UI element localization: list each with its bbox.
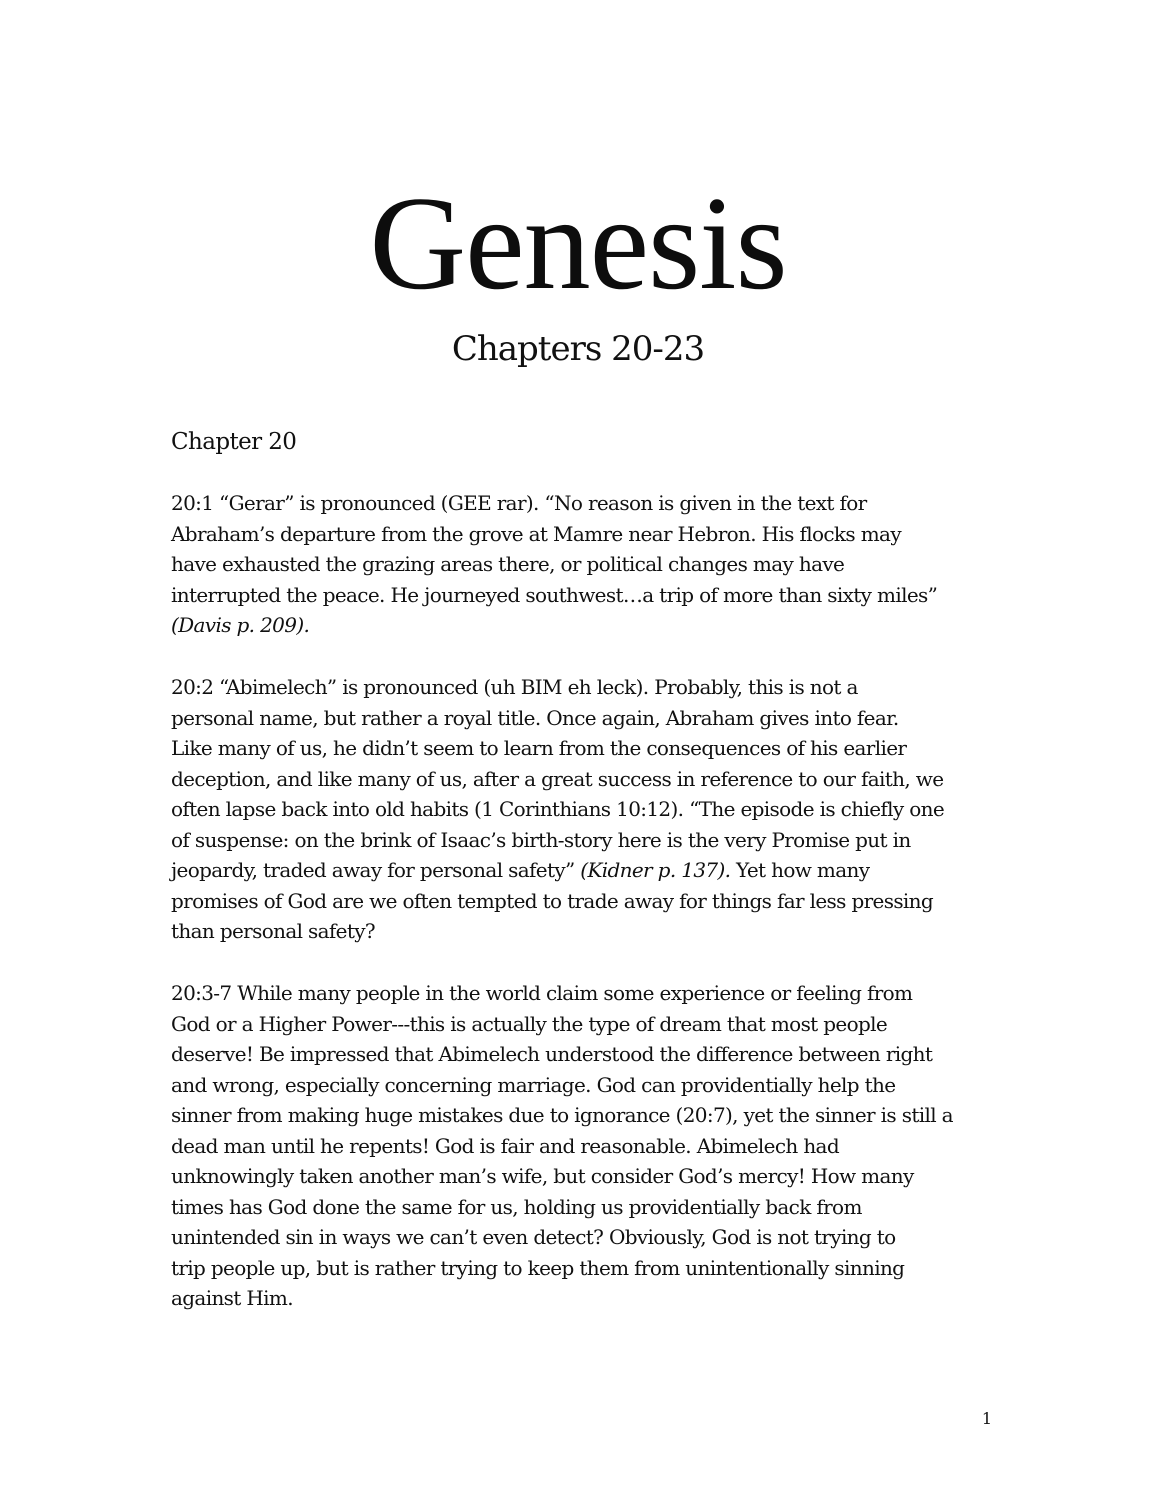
text-line: Like many of us, he didn’t seem to learn from the consequences of his earlier: [171, 736, 907, 760]
text-line: 20:1 “Gerar” is pronounced (GEE rar). “No reason is given in the text for: [171, 491, 867, 515]
text-line: unintended sin in ways we can’t even detect? Obviously, God is not trying to: [171, 1225, 896, 1249]
citation: (Davis p. 209).: [171, 613, 310, 637]
line-text-after: Yet how many: [730, 858, 870, 882]
text-line: and wrong, especially concerning marriage. God can providentially help the: [171, 1072, 896, 1097]
text-line: 20:3-7 While many people in the world claim some experience or feeling from: [171, 981, 913, 1005]
text-line: 20:2 “Abimelech” is pronounced (uh BIM eh leck). Probably, this is not a: [171, 675, 858, 699]
paragraph-20-1: [171, 488, 986, 641]
text-line: times has God done the same for us, holding us providentially back from: [171, 1194, 862, 1219]
text-line: sinner from making huge mistakes due to ignorance (20:7), yet the sinner is still a: [171, 1103, 953, 1127]
text-line: God or a Higher Power---this is actually the type of dream that most people: [171, 1011, 888, 1036]
chapter-heading: Chapter 20: [171, 429, 297, 455]
text-line: often lapse back into old habits (1 Corinthians 10:12). “The episode is chiefly one: [171, 797, 945, 821]
document-subtitle: Chapters 20-23: [451, 329, 705, 369]
text-line: personal name, but rather a royal title. Once again, Abraham gives into fear.: [171, 705, 899, 730]
text-line: interrupted the peace. He journeyed southwest…a trip of more than sixty miles”: [171, 582, 938, 607]
text-line: [171, 610, 986, 641]
text-line: against Him.: [171, 1286, 293, 1310]
paragraph-20-3-7: [171, 978, 986, 1314]
document-title: Genesis: [369, 169, 787, 317]
text-line: [171, 855, 986, 886]
line-text: jeopardy, traded away for personal safety”: [171, 858, 581, 882]
text-line: deception, and like many of us, after a great success in reference to our faith, we: [171, 766, 944, 791]
paragraph-20-2: [171, 672, 986, 947]
text-line: Abraham’s departure from the grove at Mamre near Hebron. His flocks may: [171, 521, 901, 546]
text-line: trip people up, but is rather trying to keep them from unintentionally sinning: [171, 1255, 905, 1280]
text-line: than personal safety?: [171, 919, 375, 943]
text-line: promises of God are we often tempted to trade away for things far less pressing: [171, 888, 934, 913]
text-line: of suspense: on the brink of Isaac’s birth-story here is the very Promise put in: [171, 827, 911, 852]
citation: (Kidner p. 137).: [580, 858, 731, 882]
text-line: dead man until he repents! God is fair and reasonable. Abimelech had: [171, 1133, 839, 1158]
text-line: deserve! Be impressed that Abimelech understood the difference between right: [171, 1042, 933, 1066]
page-number: 1: [981, 1409, 992, 1428]
text-line: unknowingly taken another man’s wife, but consider God’s mercy! How many: [171, 1164, 914, 1188]
text-line: have exhausted the grazing areas there, or political changes may have: [171, 552, 845, 576]
